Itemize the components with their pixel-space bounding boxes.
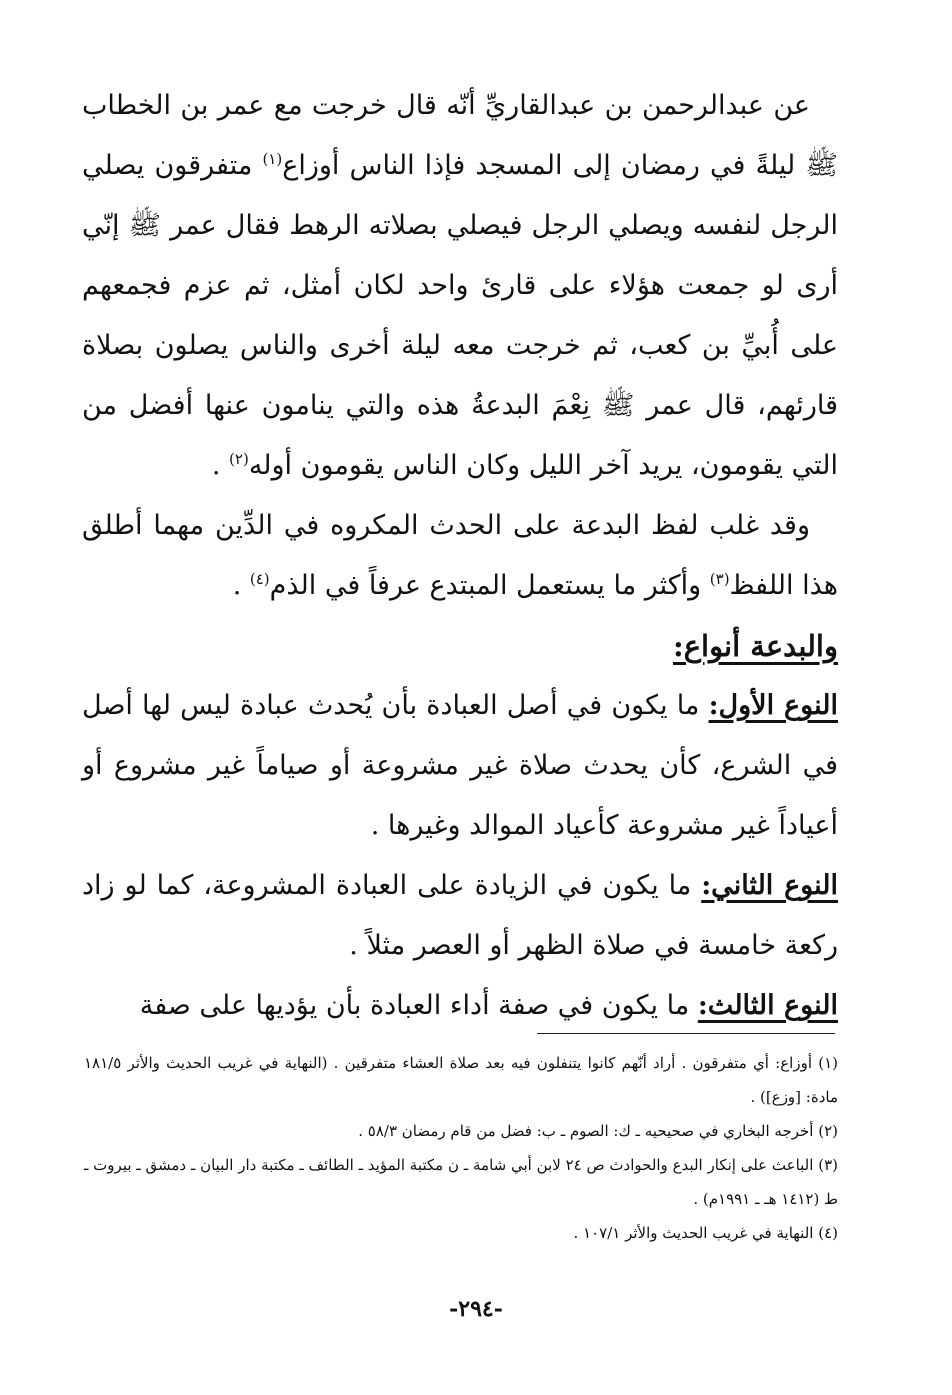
- section-heading: والبدعة أنواع:: [673, 629, 838, 663]
- footnote-ref-2[interactable]: (٢): [229, 450, 249, 468]
- type-2-text: ما يكون في الزيادة على العبادة المشروعة، كما لو زاد ركعة خامسة في صلاة الظهر أو العصر مثلاً .: [82, 870, 838, 961]
- footnote-3: (٣) الباعث على إنكار البدع والحوادث ص ٢٤ لابن أبي شامة ـ ن مكتبة المؤيد ـ الطائف ـ مكتبة دار البيان ـ دمشق ـ بيروت ـ ط (١٤١٢ هـ ـ ١٩٩١م) .: [84, 1156, 838, 1208]
- paragraph-end: .: [211, 450, 230, 481]
- paragraph-type-1: [82, 676, 838, 856]
- type-2-label: النوع الثاني:: [701, 870, 839, 901]
- footnote-4: (٤) النهاية في غريب الحديث والأثر ١٠٧/١ .: [573, 1224, 838, 1242]
- type-1-label: النوع الأول:: [708, 690, 838, 721]
- page-number: -٢٩٤-: [449, 1296, 503, 1322]
- paragraph-hadith: [82, 76, 838, 496]
- footnote-ref-1[interactable]: (١): [262, 150, 283, 168]
- type-1-text: ما يكون في أصل العبادة بأن يُحدث عبادة ليس لها أصل في الشرع، كأن يحدث صلاة غير مشروعة أو صياماً غير مشروع أو أعياداً غير مشروعة كأعياد الموالد وغيرها .: [82, 690, 838, 841]
- hadith-text-part1: عن عبدالرحمن بن عبدالقاريِّ أنّه قال خرجت مع عمر بن الخطاب ﷺ ليلةً في رمضان إلى المسجد فإذا الناس أوزاع: [82, 90, 838, 181]
- hadith-text-part2: متفرقون يصلي الرجل لنفسه ويصلي الرجل فيصلي بصلاته الرهط فقال عمر ﷺ إنّي أرى لو جمعت هؤلاء على قارئ واحد لكان أمثل، ثم عزم فجمعهم على أُبيِّ بن كعب، ثم خرجت معه ليلة أخرى والناس يصلون بصلاة قارئهم، قال عمر ﷺ نِعْمَ البدعةُ هذه والتي ينامون عنها أفضل من التي يقومون، يريد آخر الليل وكان الناس يقومون أوله: [82, 150, 838, 481]
- footnote-divider: [537, 1033, 835, 1034]
- footnote-2: (٢) أخرجه البخاري في صحيحيه ـ ك: الصوم ـ ب: فضل من قام رمضان ٥٨/٣ .: [358, 1122, 838, 1140]
- footnote-1: (١) أوزاع: أي متفرقون . أراد أنّهم كانوا يتنفلون فيه بعد صلاة العشاء متفرقين . (النهاية في غريب الحديث والأثر ١٨١/٥ مادة: [وزع]) .: [84, 1054, 838, 1106]
- main-text: [82, 76, 838, 1036]
- footnote-ref-4[interactable]: (٤): [249, 570, 270, 588]
- type-3-text: ما يكون في صفة أداء العبادة بأن يؤديها على صفة: [139, 990, 698, 1021]
- usage-text-part2: وأكثر ما يستعمل المبتدع عرفاً في الذم: [269, 570, 710, 601]
- paragraph-type-2: [82, 856, 838, 976]
- type-3-label: النوع الثالث:: [697, 990, 838, 1021]
- usage-text-part1: وقد غلب لفظ البدعة على الحدث المكروه في الدِّين مهما أطلق هذا اللفظ: [82, 510, 838, 601]
- footnotes-section: [84, 1046, 838, 1250]
- paragraph-bidah-usage: [82, 496, 838, 616]
- paragraph-end: .: [232, 570, 250, 601]
- paragraph-type-3: [82, 976, 838, 1036]
- footnote-ref-3[interactable]: (٣): [709, 570, 730, 588]
